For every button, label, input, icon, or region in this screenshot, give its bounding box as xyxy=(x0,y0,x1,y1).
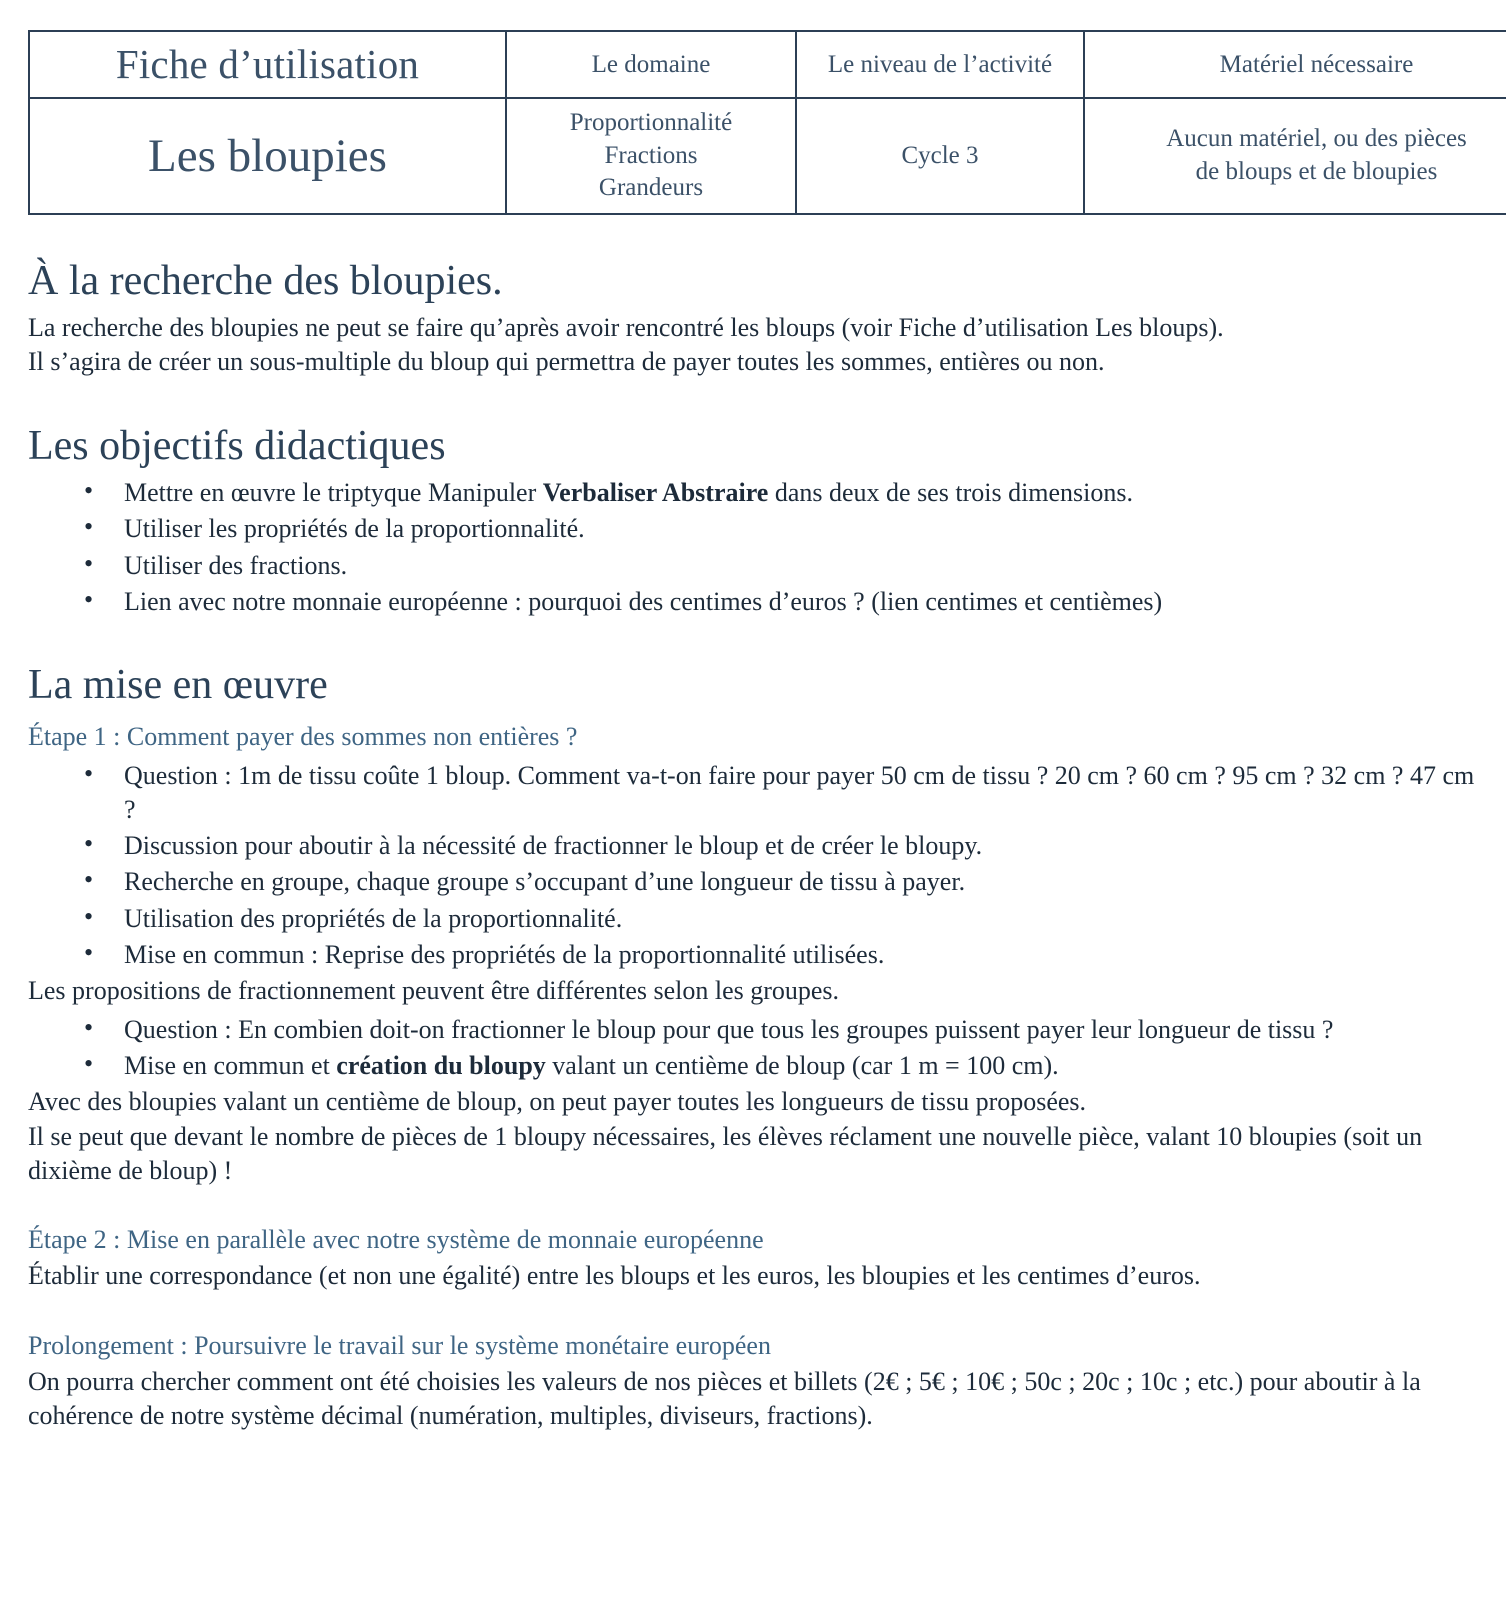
item-text: Lien avec notre monnaie européenne : pourquoi des centimes d’euros ? (lien centimes et centièmes) xyxy=(124,586,1163,616)
list-item xyxy=(28,759,1478,828)
section-heading-recherche: À la recherche des bloupies. xyxy=(28,257,503,304)
prolongement-text: On pourra chercher comment ont été choisies les valeurs de nos pièces et billets (2€ ; 5€ ; 10€ ; 50c ; 20c ; 10c ; etc.) pour aboutir à la cohérence de notre système décimal (numération, multiples, diviseurs, fractions). xyxy=(28,1366,1421,1431)
item-text: Mettre en œuvre le triptyque Manipuler xyxy=(124,477,543,507)
cell-materiel-value xyxy=(1084,98,1506,214)
domaine-line-3: Grandeurs xyxy=(598,174,704,202)
list-item xyxy=(28,865,1478,899)
list-item xyxy=(28,1049,1478,1083)
list-item xyxy=(28,902,1478,936)
header-cell-domaine: Le domaine xyxy=(506,31,796,98)
item-text: Utiliser des fractions. xyxy=(124,550,348,580)
etape-2-label: Étape 2 : Mise en parallèle avec notre système de monnaie européenne xyxy=(28,1225,764,1255)
cell-domaine-values xyxy=(506,98,796,214)
item-text: Mise en commun : Reprise des propriétés de la proportionnalité utilisées. xyxy=(124,940,885,970)
header-cell-niveau: Le niveau de l’activité xyxy=(796,31,1084,98)
domaine-line-1: Proportionnalité xyxy=(569,109,733,137)
cell-activity-title: Les bloupies xyxy=(29,98,506,214)
etape-1-list xyxy=(28,759,1478,973)
section-heading-objectifs: Les objectifs didactiques xyxy=(28,422,446,469)
etape-1-list-2 xyxy=(28,1013,1478,1084)
materiel-line-1: Aucun matériel, ou des pièces xyxy=(1166,125,1467,153)
item-text: Question : En combien doit-on fractionner le bloup pour que tous les groupes puissent payer leur longueur de tissu ? xyxy=(124,1014,1334,1044)
etape-1-label: Étape 1 : Comment payer des sommes non entières ? xyxy=(28,722,578,752)
list-item xyxy=(28,476,1478,510)
item-text-after: valant un centième de bloup (car 1 m = 100 cm). xyxy=(545,1051,1059,1081)
item-text: Question : 1m de tissu coûte 1 bloup. Comment va-t-on faire pour payer 50 cm de tissu ? 20 cm ? 60 cm ? 95 cm ? 32 cm ? 47 cm ? xyxy=(124,760,1475,824)
header-cell-materiel: Matériel nécessaire xyxy=(1084,31,1506,98)
table-row xyxy=(29,98,1506,214)
item-text: Discussion pour aboutir à la nécessité de fractionner le bloup et de créer le bloupy. xyxy=(124,831,983,861)
fiche-header-table xyxy=(28,30,1506,215)
table-header-row xyxy=(29,31,1506,98)
item-bold: Verbaliser Abstraire xyxy=(542,477,769,507)
item-text: Utilisation des propriétés de la proportionnalité. xyxy=(124,903,623,933)
etape-1-note-1: Les propositions de fractionnement peuvent être différentes selon les groupes. xyxy=(28,976,840,1006)
item-bold: création du bloupy xyxy=(336,1051,546,1081)
etape-2-text: Établir une correspondance (et non une égalité) entre les bloups et les euros, les bloupies et les centimes d’euros. xyxy=(28,1261,1201,1291)
etape-1-note-3: Il se peut que devant le nombre de pièces de 1 bloupy nécessaires, les élèves réclament une nouvelle pièce, valant 10 bloupies (soit un dixième de bloup) ! xyxy=(28,1121,1423,1185)
list-item xyxy=(28,585,1478,619)
list-item xyxy=(28,512,1478,546)
list-item xyxy=(28,549,1478,583)
list-item xyxy=(28,938,1478,972)
etape-1-note-2: Avec des bloupies valant un centième de bloup, on peut payer toutes les longueurs de tissu proposées. xyxy=(28,1087,1087,1117)
section-heading-mise-en-oeuvre: La mise en œuvre xyxy=(28,662,328,709)
cell-niveau-value: Cycle 3 xyxy=(796,98,1084,214)
list-item xyxy=(28,1013,1478,1047)
header-cell-fiche: Fiche d’utilisation xyxy=(29,31,506,98)
domaine-line-2: Fractions xyxy=(604,141,698,169)
prolongement-label: Prolongement : Poursuivre le travail sur le système monétaire européen xyxy=(28,1330,771,1360)
intro-line-2: Il s’agira de créer un sous-multiple du bloup qui permettra de payer toutes les sommes, entières ou non. xyxy=(28,347,1105,377)
item-text: Utiliser les propriétés de la proportionnalité. xyxy=(124,514,585,544)
list-item xyxy=(28,829,1478,863)
objectifs-list xyxy=(28,476,1478,619)
materiel-line-2: de bloups et de bloupies xyxy=(1195,157,1438,185)
item-text: Mise en commun et xyxy=(124,1051,337,1081)
intro-line-1: La recherche des bloupies ne peut se faire qu’après avoir rencontré les bloups (voir Fiche d’utilisation Les bloups). xyxy=(28,312,1224,342)
item-text: Recherche en groupe, chaque groupe s’occupant d’une longueur de tissu à payer. xyxy=(124,867,966,897)
item-text-after: dans deux de ses trois dimensions. xyxy=(768,477,1134,507)
